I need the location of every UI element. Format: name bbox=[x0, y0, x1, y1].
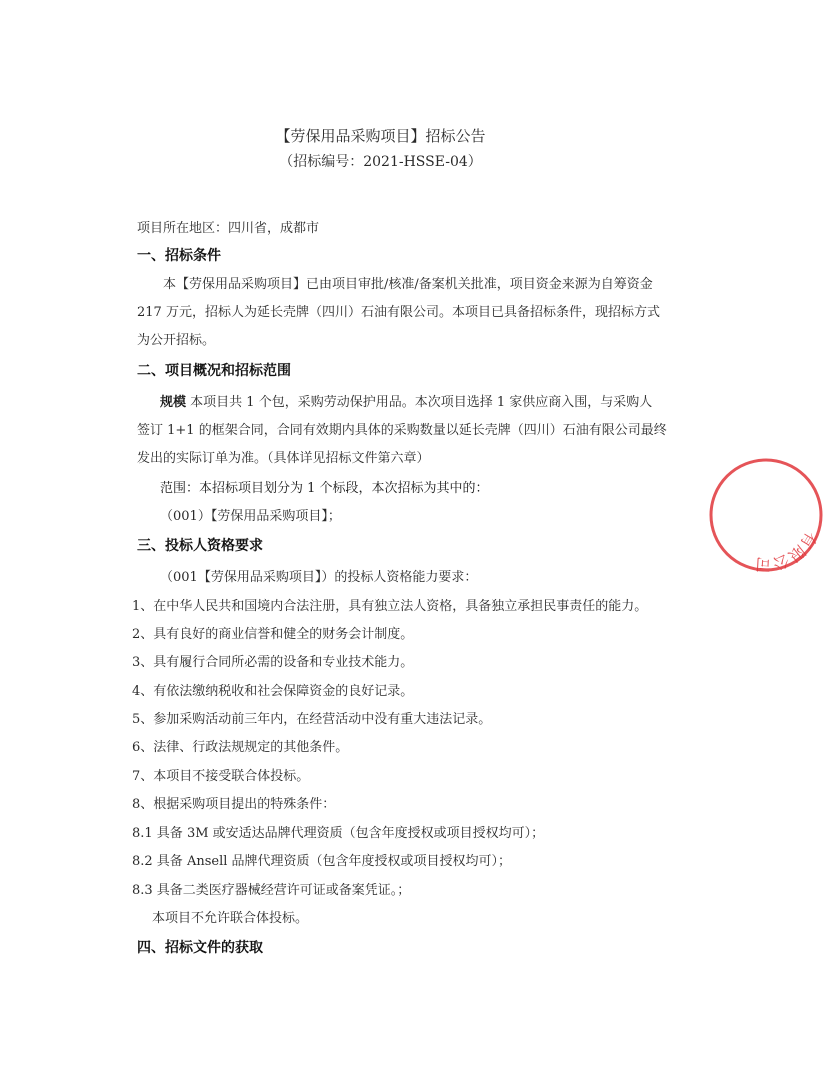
qualification-item: 8.3 具备二类医疗器械经营许可证或备案凭证。； bbox=[132, 883, 411, 898]
qualification-intro: （001【劳保用品采购项目】）的投标人资格能力要求： bbox=[160, 570, 478, 585]
region-value: 四川省，成都市 bbox=[228, 221, 320, 236]
qualification-item: 1、在中华人民共和国境内合法注册，具有独立法人资格，具备独立承担民事责任的能力。 bbox=[132, 599, 648, 614]
s1-para-line-2: 217 万元，招标人为延长壳牌（四川）石油有限公司。本项目已具备招标条件，现招标方式 bbox=[137, 305, 660, 320]
qualification-item: 4、有依法缴纳税收和社会保障资金的良好记录。 bbox=[132, 684, 414, 699]
seal-text: 有限公司 bbox=[754, 528, 821, 575]
qualification-item: 6、法律、行政法规规定的其他条件。 bbox=[132, 740, 349, 755]
section-1-heading: 一、招标条件 bbox=[137, 248, 221, 264]
section-2-heading: 二、项目概况和招标范围 bbox=[137, 363, 291, 379]
tender-code: （招标编号：2021-HSSE-04） bbox=[279, 154, 482, 170]
scope-line: 范围：本招标项目划分为 1 个标段，本次招标为其中的： bbox=[160, 481, 489, 496]
s2-para-line-1 bbox=[160, 395, 652, 411]
company-seal-stamp bbox=[706, 455, 826, 575]
qualification-item: 3、具有履行合同所必需的设备和专业技术能力。 bbox=[132, 655, 414, 670]
s1-para-line-3: 为公开招标。 bbox=[137, 333, 216, 348]
consortium-note: 本项目不允许联合体投标。 bbox=[152, 911, 309, 926]
qualification-item: 5、参加采购活动前三年内，在经营活动中没有重大违法记录。 bbox=[132, 712, 492, 727]
s1-para-line-1: 本【劳保用品采购项目】已由项目审批/核准/备案机关批准，项目资金来源为自筹资金 bbox=[163, 277, 653, 292]
section-3-heading: 三、投标人资格要求 bbox=[137, 538, 263, 554]
qualification-item: 8.2 具备 Ansell 品牌代理资质（包含年度授权或项目授权均可）； bbox=[132, 854, 512, 869]
qualification-item: 2、具有良好的商业信誉和健全的财务会计制度。 bbox=[132, 627, 414, 642]
page-title: 【劳保用品采购项目】招标公告 bbox=[275, 127, 486, 145]
project-region bbox=[137, 221, 319, 237]
s2-para-text: 本项目共 1 个包，采购劳动保护用品。本次项目选择 1 家供应商入围，与采购人 bbox=[190, 395, 653, 410]
qualification-item: 8.1 具备 3M 或安适达品牌代理资质（包含年度授权或项目授权均可）； bbox=[132, 826, 545, 841]
qualification-item: 7、本项目不接受联合体投标。 bbox=[132, 769, 310, 784]
qualification-item: 8、根据采购项目提出的特殊条件： bbox=[132, 797, 336, 812]
s2-para-line-3: 发出的实际订单为准。（具体详见招标文件第六章） bbox=[137, 451, 430, 466]
scale-label: 规模 bbox=[160, 395, 187, 410]
region-label: 项目所在地区： bbox=[137, 221, 229, 236]
section-4-heading: 四、招标文件的获取 bbox=[137, 940, 263, 956]
svg-text:有限公司 bbox=[750, 516, 823, 575]
lot-line: （001）【劳保用品采购项目】； bbox=[160, 509, 341, 524]
s2-para-line-2: 签订 1+1 的框架合同，合同有效期内具体的采购数量以延长壳牌（四川）石油有限公司最终 bbox=[137, 423, 667, 438]
